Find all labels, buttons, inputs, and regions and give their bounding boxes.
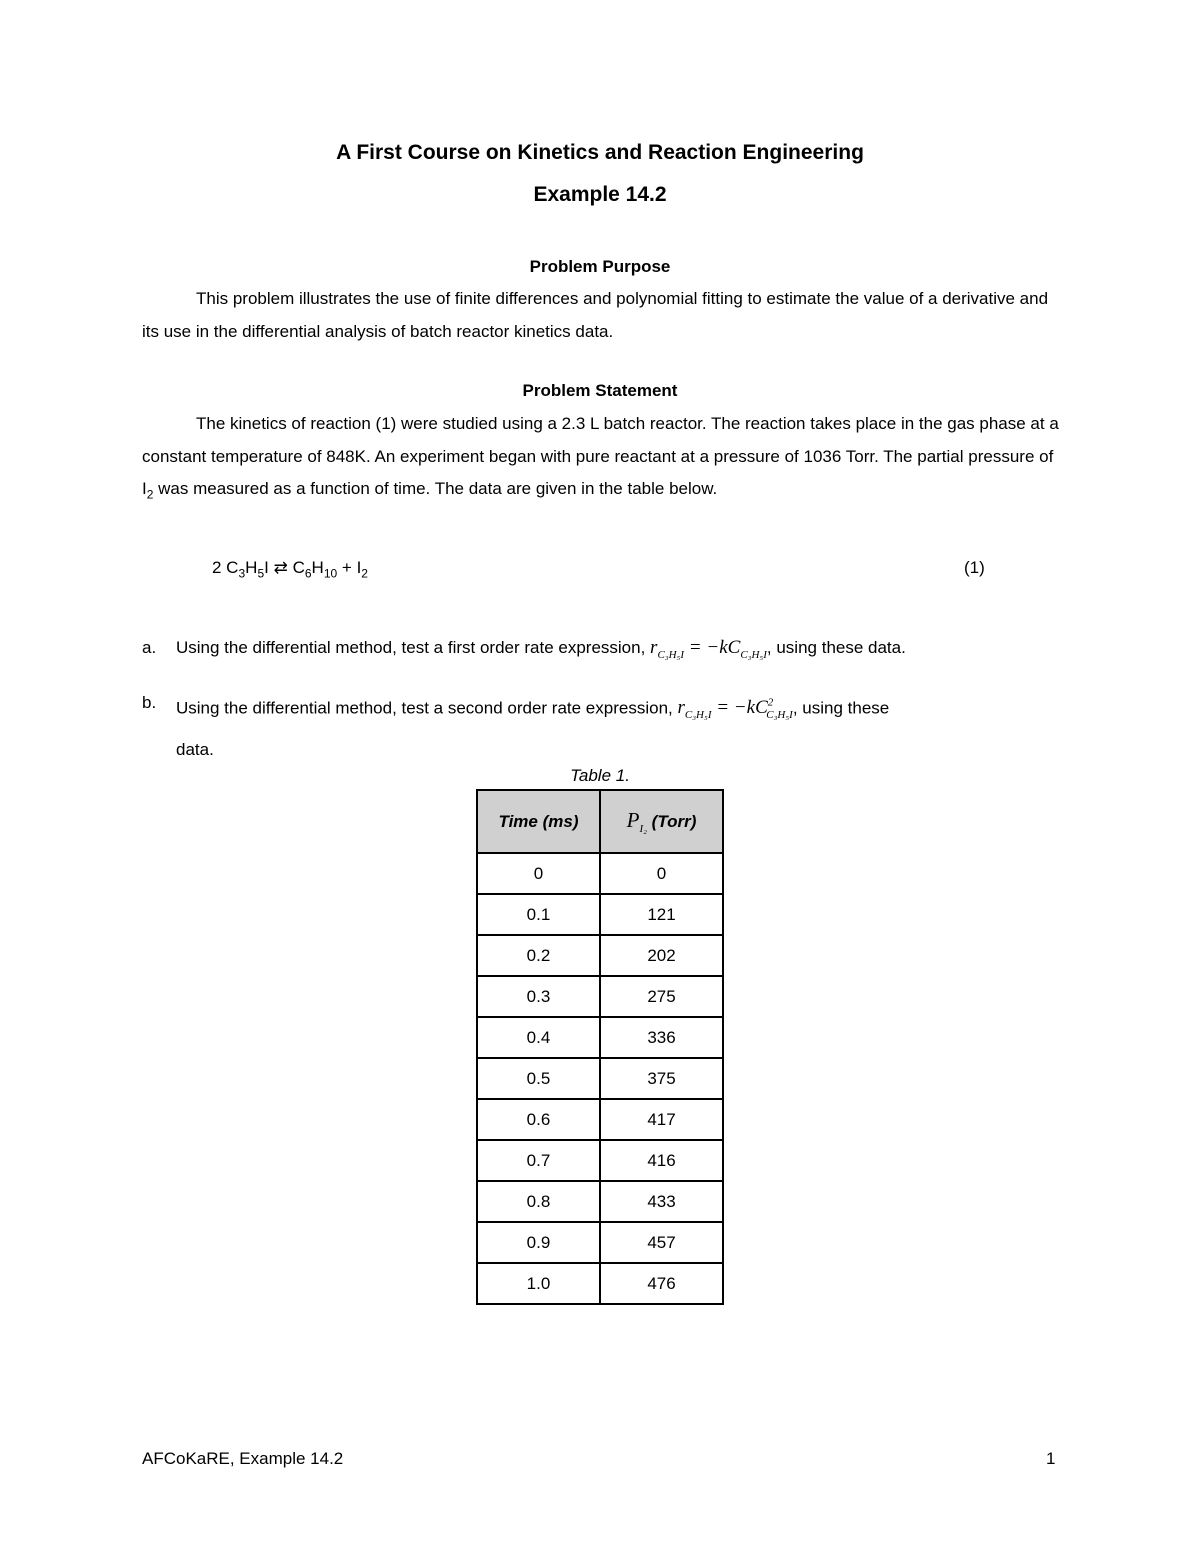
time-cell: 0: [477, 853, 600, 894]
statement-text-1: The kinetics of reaction (1) were studied using a 2.3 L batch reactor. The reaction takes place in the gas phase at a constant temperature of 848K. An experiment began with pure reactant at a pressure of 1036 Torr. The partial pressure of I: [142, 414, 1059, 498]
pressure-symbol: [626, 807, 647, 836]
pressure-cell: 336: [600, 1017, 723, 1058]
table-row: [477, 1058, 723, 1099]
reaction-rhs-i: + I: [341, 558, 362, 577]
purpose-paragraph: [142, 283, 1062, 348]
table-header-row: [477, 790, 723, 853]
reaction-sub: 6: [304, 566, 312, 581]
table-body: [477, 853, 723, 1304]
equilibrium-arrow-icon: ⇄: [273, 558, 288, 577]
reaction-sub: 5: [257, 566, 265, 581]
pressure-unit: (Torr): [646, 811, 697, 831]
time-cell: 0.7: [477, 1140, 600, 1181]
time-cell: 0.4: [477, 1017, 600, 1058]
math-sub: C₃H₅I: [766, 709, 793, 722]
document-title: A First Course on Kinetics and Reaction Engineering: [336, 141, 864, 164]
pressure-p: P: [626, 807, 640, 832]
pressure-sub: I₂: [639, 823, 647, 836]
reaction-lhs-h: H: [245, 558, 258, 577]
reaction-sub: 2: [361, 566, 368, 581]
math-equals: = −k: [684, 637, 728, 658]
math-r: r: [677, 697, 685, 719]
table-caption: Table 1.: [570, 766, 630, 785]
reaction-lhs-i: I: [264, 558, 269, 577]
table-row: [477, 1140, 723, 1181]
pressure-cell: 275: [600, 976, 723, 1017]
question-b-continuation: data.: [176, 740, 214, 759]
question-b-label: b.: [142, 693, 157, 712]
purpose-text: This problem illustrates the use of finite differences and polynomial fitting to estimate the value of a derivative and its use in the differential analysis of batch reactor kinetics data.: [142, 289, 1049, 341]
statement-text-2: was measured as a function of time. The data are given in the table below.: [153, 479, 718, 498]
reaction-sub: 10: [323, 566, 338, 581]
reaction-rhs-h: H: [311, 558, 324, 577]
reaction-rhs-c: C: [292, 558, 305, 577]
pressure-cell: 433: [600, 1181, 723, 1222]
question-a: [176, 632, 906, 671]
equation-number: (1): [964, 558, 985, 577]
statement-sub: 2: [146, 487, 154, 502]
pressure-cell: 476: [600, 1263, 723, 1304]
table-row: [477, 1263, 723, 1304]
table-row: [477, 1222, 723, 1263]
question-a-text: Using the differential method, test a first order rate expression,: [176, 638, 646, 657]
time-cell: 0.6: [477, 1099, 600, 1140]
reaction-lhs-c: 2 C: [212, 558, 239, 577]
math-c: C: [727, 637, 741, 658]
math-r: r: [650, 637, 658, 658]
pressure-cell: 202: [600, 935, 723, 976]
table-row: [477, 935, 723, 976]
rate-expression-second-order: [677, 697, 793, 722]
header-time: Time (ms): [477, 790, 600, 853]
statement-heading: Problem Statement: [522, 381, 678, 400]
reaction-equation: [212, 552, 368, 590]
time-cell: 1.0: [477, 1263, 600, 1304]
pressure-cell: 417: [600, 1099, 723, 1140]
math-sup: 2: [767, 697, 774, 709]
time-cell: 0.3: [477, 976, 600, 1017]
math-sub: C₃H₅I: [684, 709, 712, 722]
header-pressure: [600, 790, 723, 853]
rate-expression-first-order: [650, 637, 767, 661]
table-row: [477, 1181, 723, 1222]
time-cell: 0.1: [477, 894, 600, 935]
question-b-text: Using the differential method, test a second order rate expression,: [176, 698, 673, 718]
purpose-heading: Problem Purpose: [529, 257, 671, 276]
pressure-cell: 375: [600, 1058, 723, 1099]
reaction-sub: 3: [238, 566, 246, 581]
data-table: [476, 789, 724, 1305]
table-row: [477, 976, 723, 1017]
time-cell: 0.5: [477, 1058, 600, 1099]
document-subtitle: Example 14.2: [533, 183, 667, 206]
math-c: C: [755, 697, 768, 719]
question-b-after: , using these: [792, 698, 890, 718]
page-number: 1: [1046, 1449, 1056, 1468]
time-cell: 0.2: [477, 935, 600, 976]
pressure-cell: 0: [600, 853, 723, 894]
pressure-cell: 457: [600, 1222, 723, 1263]
footer-left: AFCoKaRE, Example 14.2: [142, 1449, 344, 1468]
table-row: [477, 1099, 723, 1140]
pressure-cell: 121: [600, 894, 723, 935]
table-row: [477, 894, 723, 935]
pressure-cell: 416: [600, 1140, 723, 1181]
question-b: [176, 687, 889, 732]
question-a-label: a.: [142, 638, 157, 657]
math-sub: C₃H₅I: [740, 648, 767, 661]
math-equals: = −k: [711, 697, 756, 719]
table-row: [477, 853, 723, 894]
math-sub: C₃H₅I: [657, 648, 685, 661]
statement-paragraph: [142, 408, 1062, 511]
time-cell: 0.9: [477, 1222, 600, 1263]
question-a-after: , using these data.: [766, 638, 906, 657]
table-row: [477, 1017, 723, 1058]
time-cell: 0.8: [477, 1181, 600, 1222]
